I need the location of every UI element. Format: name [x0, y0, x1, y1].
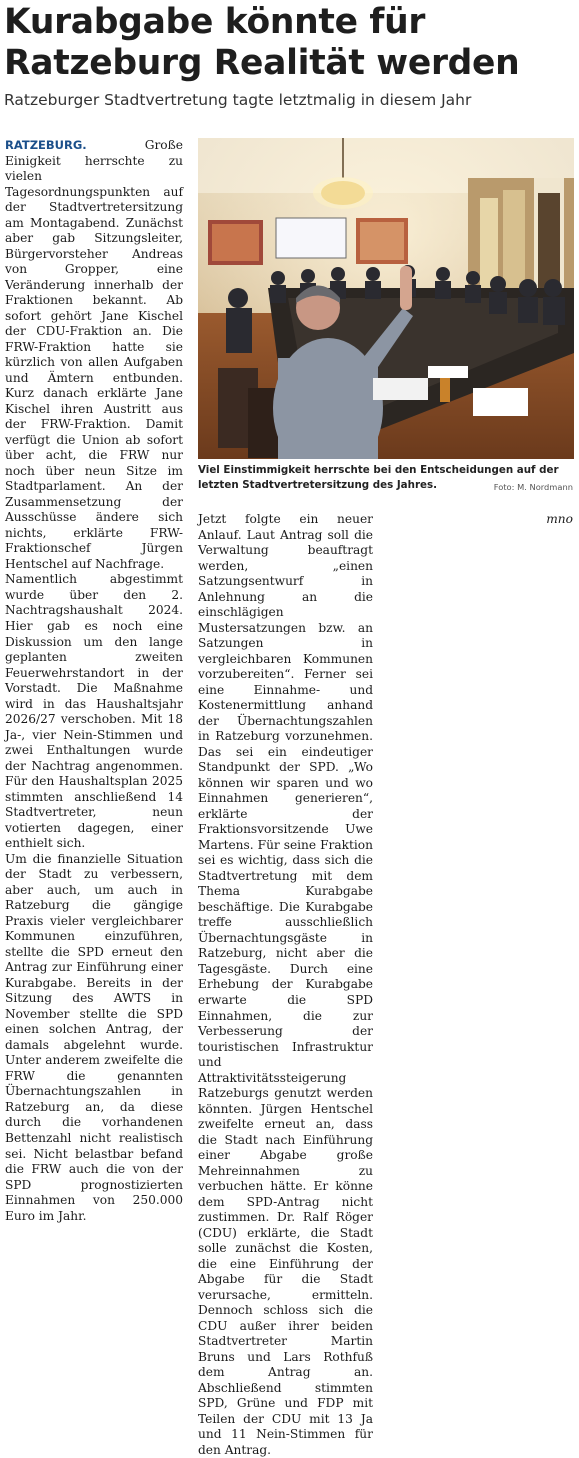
article-column-3 — [391, 512, 573, 528]
paragraph-2: Namentlich abgestimmt wurde über den 2. Nachtragshaushalt 2024. Hier gab es noch eine Diskussion um den lange geplanten zweiten Feuerwehrstandort in der Vorstadt. Die Maßnahme wird in das Haushaltsjahr 2026/27 verschoben. Mit 18 Ja-, vier Nein-Stimmen und zwei Enthaltungen wurde der Nachtrag angenommen. Für den Haushaltsplan 2025 stimmten anschließend 14 Stadtvertreter, neun votierten dagegen, einer enthielt sich. — [5, 572, 183, 851]
article-column-1 — [5, 138, 183, 1224]
author-sign: mno — [546, 512, 573, 526]
paragraph-1: Große Einigkeit herrschte zu vielen Tagesordnungspunkten auf der Stadtvertretersitzung am Montagabend. Zunächst aber gab Sitzungsleiter, Bürgervorsteher Andreas von Gropper, eine Veränderung innerhalb der Fraktionen bekannt. Ab sofort gehört Jane Kischel der CDU-Fraktion an. Die FRW-Fraktion hatte sie kürzlich von allen Aufgaben und Ämtern entbunden. Kurz danach erklärte Jane Kischel ihren Austritt aus der FRW-Fraktion. Damit verfügt die Union ab sofort über acht, die FRW nur noch über neun Sitze im Stadtparlament. An der Zusammensetzung der Ausschüsse ändere sich nichts, erklärte FRW-Fraktionschef Jürgen Hentschel auf Nachfrage. — [5, 138, 183, 571]
subheadline: Ratzeburger Stadtvertretung tagte letztmalig in diesem Jahr — [4, 91, 472, 109]
photo-credit: Foto: M. Nordmann — [493, 482, 573, 492]
lead-paragraph — [5, 138, 183, 572]
dateline: RATZEBURG. — [5, 138, 87, 152]
photo-caption: Viel Einstimmigkeit herrschte bei den Entscheidungen auf der letzten Stadtvertretersitzung des Jahres. — [198, 464, 559, 491]
article-column-2 — [198, 512, 373, 1458]
meeting-photo — [198, 138, 574, 459]
headline: Kurabgabe könnte für Ratzeburg Realität werden — [4, 2, 520, 83]
paragraph-4: Jetzt folgte ein neuer Anlauf. Laut Antrag soll die Verwaltung beauftragt werden, „einen Satzungsentwurf in Anlehnung an die einschlägigen Mustersatzungen bzw. an Satzungen in vergleichbaren Kommunen vorzubereiten“. Ferner sei eine Einnahme- und Kostenermittlung anhand der Übernachtungszahlen in Ratzeburg vorzunehmen. Das sei ein eindeutiger Standpunkt der SPD. „Wo können wir sparen und wo Einnahmen generieren“, erklärte der Fraktionsvorsitzende Uwe Martens. Für seine Fraktion sei es wichtig, dass sich die Stadtvertretung mit dem Thema Kurabgabe beschäftige. Die Kurabgabe treffe ausschließlich Übernachtungsgäste in Ratzeburg, nicht aber die Tagesgäste. Durch eine Erhebung der Kurabgabe erwarte die SPD Einnahmen, die zur Verbesserung der touristischen Infrastruktur und Attraktivitätssteigerung Ratzeburgs genutzt werden könnten. Jürgen Hentschel zweifelte erneut an, dass die Stadt nach Einführung einer Abgabe große Mehreinnahmen zu verbuchen hätte. Er könne dem SPD-Antrag nicht zustimmen. Dr. Ralf Röger (CDU) erklärte, die Stadt solle zunächst die Kosten, die eine Einführung der Abgabe für die Stadt verursache, ermitteln. Dennoch schloss sich die CDU außer ihrer beiden Stadtvertreter Martin Bruns und Lars Rothfuß dem Antrag an. Abschließend stimmten SPD, Grüne und FDP mit Teilen der CDU mit 13 Ja und 11 Nein-Stimmen für den Antrag. — [198, 512, 373, 1457]
paragraph-3: Um die finanzielle Situation der Stadt zu verbessern, aber auch, um auch in Ratzeburg die gängige Praxis vieler vergleichbarer Kommunen einzuführen, stellte die SPD erneut den Antrag zur Einführung einer Kurabgabe. Bereits in der Sitzung des AWTS in November stellte die SPD einen solchen Antrag, der damals abgelehnt wurde. Unter anderem zweifelte die FRW die genannten Übernachtungszahlen in Ratzeburg an, da diese durch die vorhandenen Bettenzahl nicht realistisch sei. Nicht belastbar befand die FRW auch die von der SPD prognostizierten Einnahmen von 250.000 Euro im Jahr. — [5, 851, 183, 1223]
